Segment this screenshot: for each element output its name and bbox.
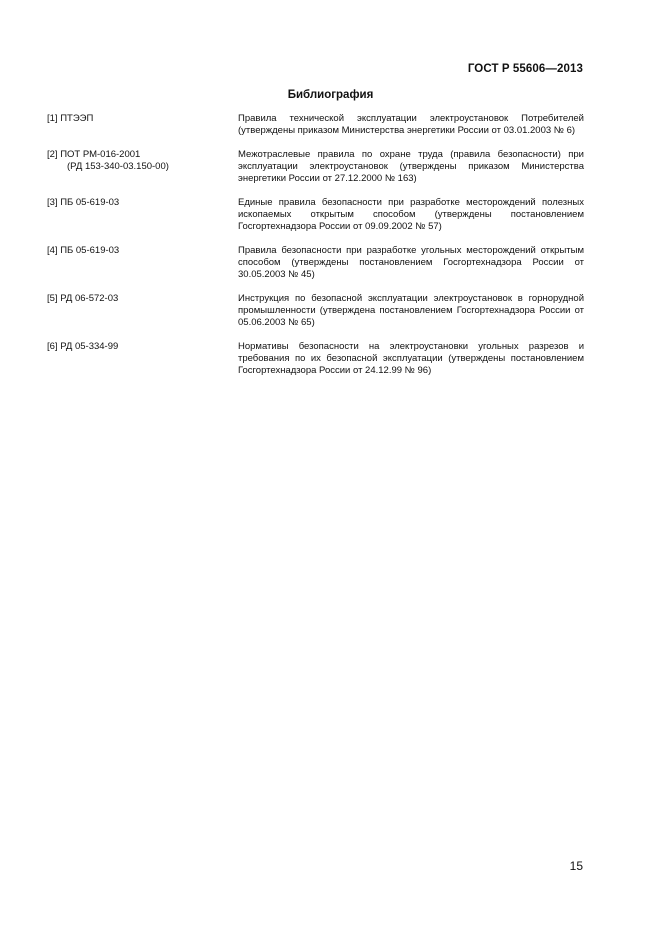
entry-reference-alt-code: (РД 153-340-03.150-00) bbox=[67, 161, 169, 172]
entry-reference bbox=[47, 149, 238, 185]
entry-description: Единые правила безопасности при разработке месторождений полезных ископаемых открытым способом (утверждены постановлением Госгортехнадзора России от 09.09.2002 № 57) bbox=[238, 197, 584, 232]
bibliography-entry bbox=[47, 113, 584, 137]
entry-description: Инструкция по безопасной эксплуатации электроустановок в горнорудной промышленности (утверждена постановлением Госгортехнадзора России от 05.06.2003 № 65) bbox=[238, 293, 584, 328]
entry-description: Правила безопасности при разработке угольных месторождений открытым способом (утверждены постановлением Госгортехнадзора России от 30.05.2003 № 45) bbox=[238, 245, 584, 280]
entry-reference bbox=[47, 197, 238, 233]
bibliography-entry bbox=[47, 245, 584, 281]
entry-reference bbox=[47, 293, 238, 329]
entry-reference-code: [2] ПОТ РМ-016-2001 bbox=[47, 149, 141, 160]
entry-reference-code: [5] РД 06-572-03 bbox=[47, 293, 119, 304]
entry-reference bbox=[47, 341, 238, 377]
entry-description: Межотраслевые правила по охране труда (правила безопасности) при эксплуатации электроустановок (утверждены приказом Министерства энергетики России от 27.12.2000 № 163) bbox=[238, 149, 584, 184]
entry-description: Правила технической эксплуатации электроустановок Потребителей (утверждены приказом Министерства энергетики России от 03.01.2003 № 6) bbox=[238, 113, 584, 136]
entry-reference bbox=[47, 245, 238, 281]
section-title: Библиография bbox=[287, 89, 374, 101]
entry-reference-code: [4] ПБ 05-619-03 bbox=[47, 245, 120, 256]
entry-reference-code: [6] РД 05-334-99 bbox=[47, 341, 119, 352]
bibliography-list bbox=[47, 113, 584, 389]
document-code: ГОСТ Р 55606—2013 bbox=[467, 63, 583, 75]
page-number: 15 bbox=[569, 859, 583, 873]
bibliography-entry bbox=[47, 197, 584, 233]
entry-reference-code: [3] ПБ 05-619-03 bbox=[47, 197, 120, 208]
bibliography-entry bbox=[47, 293, 584, 329]
bibliography-entry bbox=[47, 341, 584, 377]
entry-reference-code: [1] ПТЭЭП bbox=[47, 113, 94, 124]
entry-description: Нормативы безопасности на электроустановки угольных разрезов и требования по их безопасной эксплуатации (утверждены постановлением Госгортехнадзора России от 24.12.99 № 96) bbox=[238, 341, 584, 376]
bibliography-entry bbox=[47, 149, 584, 185]
entry-reference bbox=[47, 113, 238, 137]
